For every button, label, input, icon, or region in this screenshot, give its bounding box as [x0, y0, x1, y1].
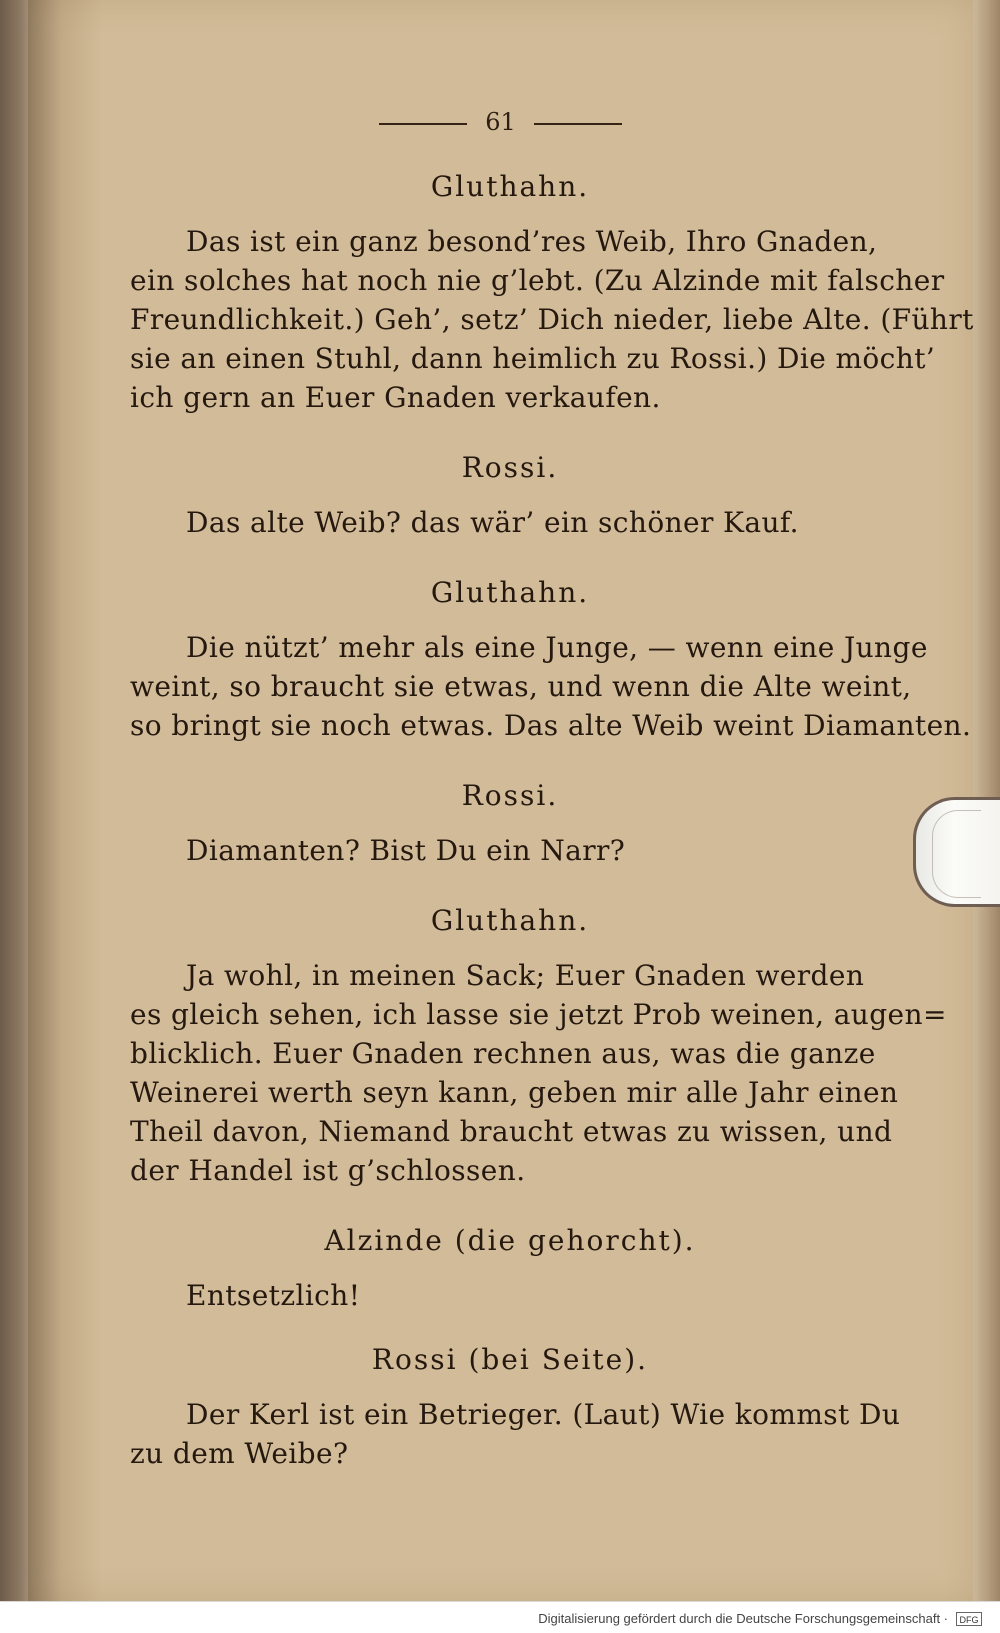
speaker-rossi-1: Rossi. [461, 451, 559, 484]
spacer [130, 745, 890, 779]
dfg-logo: DFG [956, 1612, 982, 1626]
rossi-2-line: Diamanten? Bist Du ein Narr? [186, 834, 626, 867]
spacer [130, 542, 890, 576]
spacer [130, 870, 890, 904]
spacer [130, 938, 890, 956]
gluthahn-3-line-2: es gleich sehen, ich lasse sie jetzt Prob weinen, augen= [130, 998, 947, 1031]
page-number: 61 [485, 108, 516, 136]
gluthahn-1-line-1: Das ist ein ganz besond’res Weib, Ihro Gnaden, [186, 225, 878, 258]
spacer [130, 204, 890, 222]
gluthahn-2-line-1: Die nützt’ mehr als eine Junge, — wenn eine Junge [186, 631, 928, 664]
binding-shadow [28, 0, 102, 1602]
gluthahn-1-line-3: Freundlichkeit.) Geh’, setz’ Dich nieder, liebe Alte. (Führt [130, 303, 974, 336]
footer-credit: Digitalisierung gefördert durch die Deutsche Forschungsgemeinschaft · [538, 1611, 948, 1626]
gluthahn-3-line-4: Weinerei werth seyn kann, geben mir alle Jahr einen [130, 1076, 899, 1109]
spacer [130, 417, 890, 451]
gluthahn-2-line-3: so bringt sie noch etwas. Das alte Weib weint Diamanten. [130, 709, 972, 742]
gluthahn-1-line-4: sie an einen Stuhl, dann heimlich zu Rossi.) Die möcht’ [130, 342, 936, 375]
rossi-1-line: Das alte Weib? das wär’ ein schöner Kauf. [186, 506, 799, 539]
gluthahn-3-line-1: Ja wohl, in meinen Sack; Euer Gnaden werden [186, 959, 865, 992]
gluthahn-1-line-2: ein solches hat noch nie g’lebt. (Zu Alzinde mit falscher [130, 264, 945, 297]
speaker-alzinde: Alzinde (die gehorcht). [324, 1224, 696, 1257]
gluthahn-3-line-3: blicklich. Euer Gnaden rechnen aus, was die ganze [130, 1037, 876, 1070]
gluthahn-3-line-6: der Handel ist g’schlossen. [130, 1154, 526, 1187]
speaker-gluthahn-2: Gluthahn. [430, 576, 590, 609]
rossi-3-line-1: Der Kerl ist ein Betrieger. (Laut) Wie kommst Du [186, 1398, 901, 1431]
spacer [130, 610, 890, 628]
page-clip-tab-inner [932, 810, 981, 898]
gluthahn-3-line-5: Theil davon, Niemand braucht etwas zu wissen, und [130, 1115, 893, 1148]
spacer [130, 1377, 890, 1395]
spacer [130, 1190, 890, 1224]
play-text [130, 170, 974, 1473]
page-header [28, 104, 973, 140]
alzinde-line: Entsetzlich! [186, 1279, 361, 1312]
spacer [130, 485, 890, 503]
speaker-rossi-3: Rossi (bei Seite). [371, 1343, 649, 1376]
spacer [130, 1258, 890, 1276]
rossi-3-line-2: zu dem Weibe? [130, 1437, 349, 1470]
spacer [130, 813, 890, 831]
header-rule-right [534, 123, 622, 125]
gluthahn-2-line-2: weint, so braucht sie etwas, und wenn die Alte weint, [130, 670, 912, 703]
speaker-rossi-2: Rossi. [461, 779, 559, 812]
speaker-gluthahn-3: Gluthahn. [430, 904, 590, 937]
page-clip-tab [913, 797, 1000, 907]
spacer [130, 1315, 890, 1343]
book-page [28, 0, 973, 1602]
digitization-footer [0, 1601, 1000, 1633]
header-rule-left [379, 123, 467, 125]
speaker-gluthahn-1: Gluthahn. [430, 170, 590, 203]
gluthahn-1-line-5: ich gern an Euer Gnaden verkaufen. [130, 381, 661, 414]
